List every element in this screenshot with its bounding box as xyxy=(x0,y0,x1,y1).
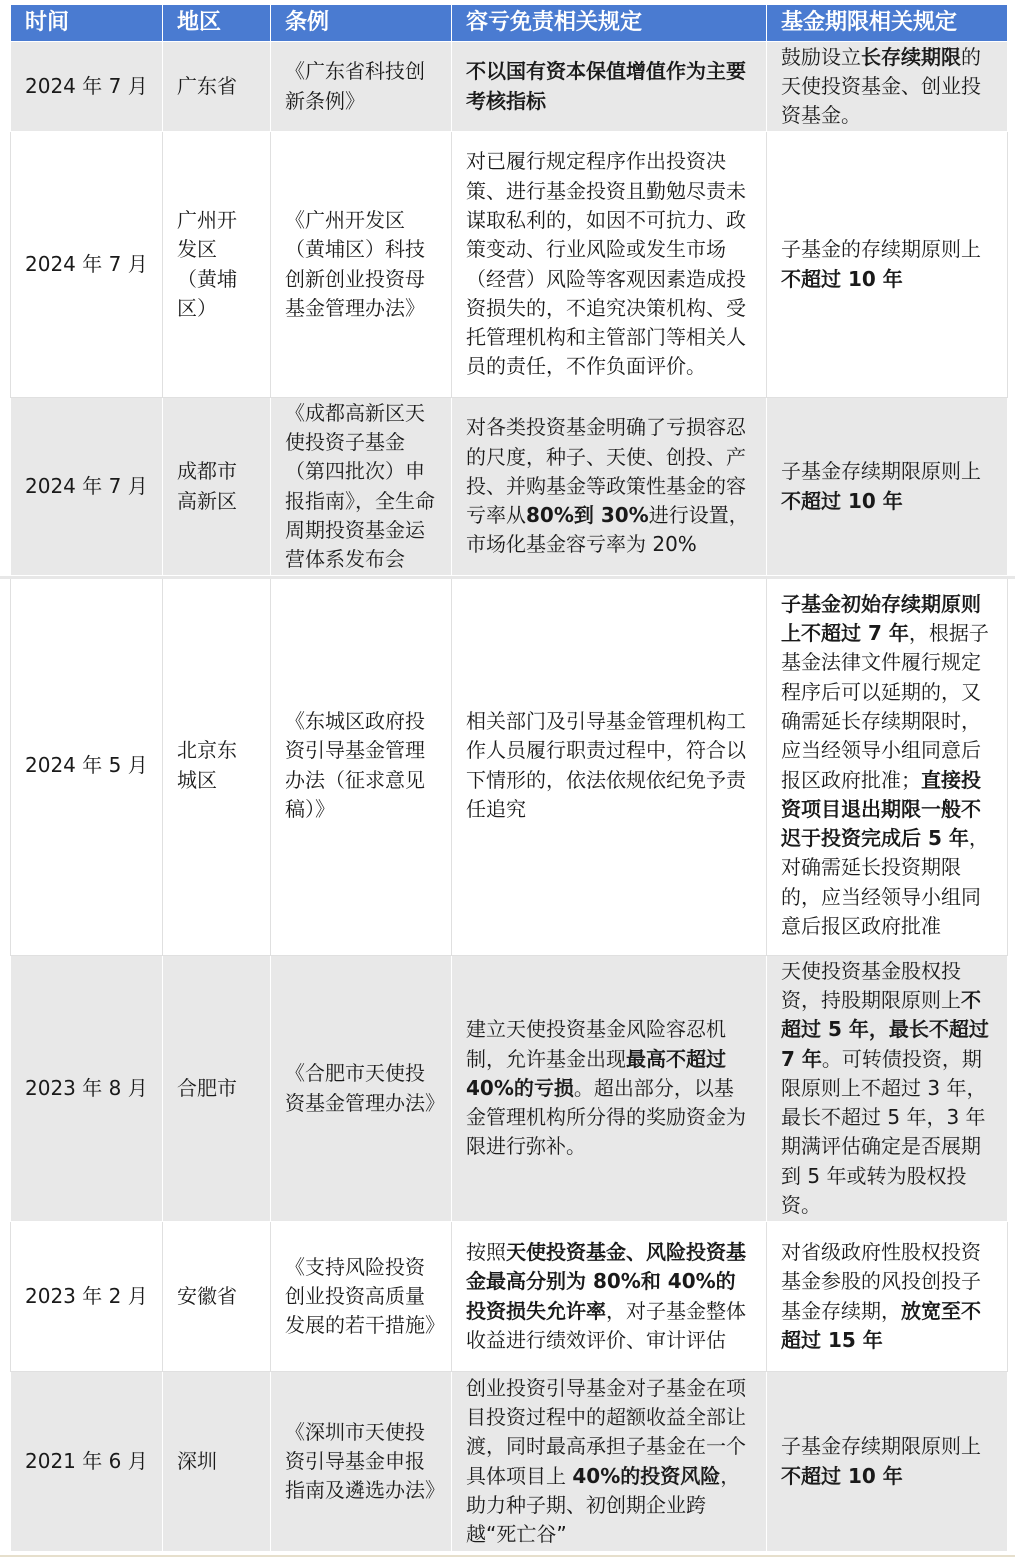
table-row xyxy=(11,576,1008,956)
header-tolerance: 容亏免责相关规定 xyxy=(452,5,767,42)
cell-regulation: 《合肥市天使投资基金管理办法》 xyxy=(271,956,452,1222)
cell-tolerance xyxy=(452,576,767,956)
cell-time: 2024 年 7 月 xyxy=(11,398,163,576)
cell-time: 2024 年 7 月 xyxy=(11,132,163,398)
table-row xyxy=(11,398,1008,576)
table-row xyxy=(11,42,1008,132)
cell-duration xyxy=(767,1372,1008,1552)
text: ，对子基金整体收益进行绩效评价、审计评估 xyxy=(466,1298,746,1352)
bold-text: 子基金初始存续期原则上不超过 7 年 xyxy=(781,591,981,646)
text: 相关部门及引导基金管理机构工作人员履行职责过程中，符合以下情形的，依法依规依纪免予责任追究 xyxy=(466,708,746,821)
header-time: 时间 xyxy=(11,5,163,42)
text: 。超出部分，以基金管理机构所分得的奖励资金为限进行弥补。 xyxy=(466,1075,746,1159)
header-region: 地区 xyxy=(163,5,271,42)
cell-regulation: 《广东省科技创新条例》 xyxy=(271,42,452,132)
text: 。可转债投资，期限原则上不超过 3 年，最长不超过 5 年，3 年期满评估确定是否展期到 5 年或转为股权投资。 xyxy=(781,1046,987,1218)
text: 对各类投资基金明确了亏损容忍的尺度，种子、天使、创投、产投、并购基金等政策性基金的容亏率从 xyxy=(466,415,746,528)
cell-duration xyxy=(767,576,1008,956)
text: 的天使投资基金、创业投资基金。 xyxy=(781,44,981,128)
text: 天使投资基金股权投资，持股期限原则上 xyxy=(781,958,961,1012)
cell-region: 成都市高新区 xyxy=(163,398,271,576)
cell-tolerance xyxy=(452,956,767,1222)
text: 创业投资引导基金对子基金在项目投资过程中的超额收益全部让渡，同时最高承担子基金在一个具体项目上 xyxy=(466,1375,746,1488)
text: 对省级政府性股权投资基金参股的风投创投子基金存续期， xyxy=(781,1239,981,1323)
cell-time: 2024 年 5 月 xyxy=(11,576,163,956)
table-row xyxy=(11,1222,1008,1372)
cell-duration xyxy=(767,956,1008,1222)
cell-time: 2024 年 7 月 xyxy=(11,42,163,132)
text: 子基金的存续期原则上 xyxy=(781,237,981,262)
bold-text: 不超过 5 年，最长不超过 7 年 xyxy=(781,987,989,1071)
text: 按照 xyxy=(466,1239,506,1264)
text: 子基金存续期限原则上 xyxy=(781,459,981,484)
cell-region: 合肥市 xyxy=(163,956,271,1222)
table-row xyxy=(11,132,1008,398)
cell-tolerance xyxy=(452,1222,767,1372)
page-bottom-rule xyxy=(0,1555,1015,1557)
cell-region: 安徽省 xyxy=(163,1222,271,1372)
cell-tolerance xyxy=(452,1372,767,1552)
bold-text: 直接投资项目退出期限一般不迟于投资完成后 5 年 xyxy=(781,767,981,851)
bold-text: 最高不超过 40%的亏损 xyxy=(466,1046,726,1100)
cell-time: 2021 年 6 月 xyxy=(11,1372,163,1552)
table-row xyxy=(11,956,1008,1222)
bold-text: 不超过 10 年 xyxy=(781,266,903,291)
bold-text: 80%到 30% xyxy=(526,503,649,528)
text: 鼓励设立 xyxy=(781,44,861,69)
text: 建立天使投资基金风险容忍机制，允许基金出现 xyxy=(466,1017,726,1071)
cell-duration xyxy=(767,42,1008,132)
section-divider xyxy=(0,576,1015,579)
cell-duration xyxy=(767,1222,1008,1372)
cell-region: 广州开发区（黄埔区） xyxy=(163,132,271,398)
bold-text: 不超过 10 年 xyxy=(781,1463,903,1488)
cell-time: 2023 年 8 月 xyxy=(11,956,163,1222)
cell-duration xyxy=(767,132,1008,398)
text: ，对确需延长投资期限的，应当经领导小组同意后报区政府批准 xyxy=(781,826,989,938)
cell-tolerance xyxy=(452,42,767,132)
policy-table xyxy=(10,4,1008,1552)
bold-text: 天使投资基金、风险投资基金最高分别为 80%和 40%的投资损失允许率 xyxy=(466,1239,746,1323)
text: 子基金存续期限原则上 xyxy=(781,1434,981,1459)
cell-time: 2023 年 2 月 xyxy=(11,1222,163,1372)
cell-regulation: 《支持风险投资创业投资高质量发展的若干措施》 xyxy=(271,1222,452,1372)
cell-region: 北京东城区 xyxy=(163,576,271,956)
header-regulation: 条例 xyxy=(271,5,452,42)
text: ，根据子基金法律文件履行规定程序后可以延期的，又确需延长存续期限时，应当经领导小组同意后报区政府批准； xyxy=(781,621,989,792)
table-row xyxy=(11,1372,1008,1552)
cell-duration xyxy=(767,398,1008,576)
bold-text: 40%的投资风险 xyxy=(572,1463,721,1488)
cell-regulation: 《广州开发区（黄埔区）科技创新创业投资母基金管理办法》 xyxy=(271,132,452,398)
cell-regulation: 《东城区政府投资引导基金管理办法（征求意见稿）》 xyxy=(271,576,452,956)
text: 对已履行规定程序作出投资决策、进行基金投资且勤勉尽责未谋取私利的，如因不可抗力、政策变动、行业风险或发生市场（经营）风险等客观因素造成投资损失的，不追究决策机构、受托管理机构和主管部门等相关人员的责任，不作负面评价。 xyxy=(466,149,746,379)
cell-region: 深圳 xyxy=(163,1372,271,1552)
bold-text: 放宽至不超过 15 年 xyxy=(781,1298,981,1352)
text: ，助力种子期、初创期企业跨越“死亡谷” xyxy=(466,1463,741,1547)
table-header-row xyxy=(11,5,1008,42)
bold-text: 长存续期限 xyxy=(861,44,961,69)
cell-regulation: 《成都高新区天使投资子基金（第四批次）申报指南》，全生命周期投资基金运营体系发布会 xyxy=(271,398,452,576)
cell-region: 广东省 xyxy=(163,42,271,132)
header-duration: 基金期限相关规定 xyxy=(767,5,1008,42)
bold-text: 不超过 10 年 xyxy=(781,488,903,513)
bold-text: 不以国有资本保值增值作为主要考核指标 xyxy=(466,59,746,113)
text: 进行设置，市场化基金容亏率为 20% xyxy=(466,503,749,557)
cell-regulation: 《深圳市天使投资引导基金申报指南及遴选办法》 xyxy=(271,1372,452,1552)
cell-tolerance xyxy=(452,398,767,576)
cell-tolerance xyxy=(452,132,767,398)
